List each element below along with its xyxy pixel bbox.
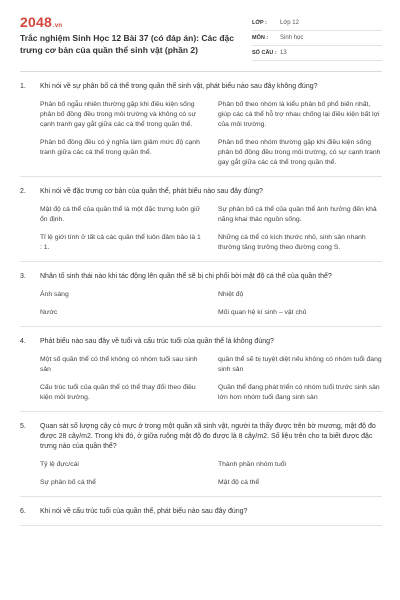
meta-value: 13 xyxy=(280,50,287,56)
question-header xyxy=(20,187,382,197)
question-header xyxy=(20,82,382,92)
question-header xyxy=(20,507,382,517)
logo-main: 2048 xyxy=(20,14,52,30)
answer-option[interactable]: Một số quần thể có thể không có nhóm tuổi sau sinh sản xyxy=(40,356,198,373)
question-item xyxy=(20,177,382,262)
question-number: 6. xyxy=(20,508,26,515)
question-number: 2. xyxy=(20,188,26,195)
header-left xyxy=(20,14,252,61)
question-item xyxy=(20,327,382,412)
answer-option[interactable]: Quần thể đang phát triển có nhóm tuổi trước sinh sản lớn hơn nhóm tuổi đang sinh sản xyxy=(218,384,380,401)
answer-option[interactable]: Phân bố theo nhóm là kiểu phân bố phổ biến nhất, giúp các cá thể hỗ trợ nhau chống lại điều kiện bất lợi của môi trường. xyxy=(218,101,380,128)
meta-row-subject xyxy=(252,31,382,46)
document-title: Trắc nghiệm Sinh Học 12 Bài 37 (có đáp án): Các đặc trưng cơ bản của quần thể sinh vật (phần 2) xyxy=(20,33,234,55)
answer-option[interactable]: Ánh sáng xyxy=(40,291,69,298)
meta-row-class xyxy=(252,16,382,31)
answer-option[interactable]: Mối quan hệ kí sinh – vật chủ xyxy=(218,309,307,316)
question-text: Khi nói về sự phân bố cá thể trong quần thể sinh vật, phát biểu nào sau đây không đúng? xyxy=(40,83,318,90)
answer-option[interactable]: Cấu trúc tuổi của quần thể có thể thay đổi theo điều kiện môi trường. xyxy=(40,384,196,401)
answer-grid xyxy=(40,205,382,253)
answer-option[interactable]: Nhiệt độ xyxy=(218,291,244,298)
answer-option[interactable]: Phân bố đồng đều có ý nghĩa làm giảm mức độ cạnh tranh giữa các cá thể trong quần thể. xyxy=(40,139,200,156)
question-item xyxy=(20,262,382,327)
meta-row-count xyxy=(252,46,382,61)
question-text: Khi nói về cấu trúc tuổi của quần thể, phát biểu nào sau đây đúng? xyxy=(40,508,248,515)
question-header xyxy=(20,422,382,452)
answer-grid xyxy=(40,290,382,318)
answer-option[interactable]: Sự phân bố cá thể của quần thể ảnh hưởng đến khả năng khai thác nguồn sống. xyxy=(218,206,377,223)
question-text: Phát biểu nào sau đây về tuổi và cấu trúc tuổi của quần thể là không đúng? xyxy=(40,338,274,345)
answer-option[interactable]: Phân bố ngẫu nhiên thường gặp khi điều kiện sống phân bố đồng đều trong môi trường và không có sự cạnh tranh gay gắt giữa các cá thể trong quần thể. xyxy=(40,101,197,128)
site-logo[interactable] xyxy=(20,14,252,30)
document-header xyxy=(20,14,382,61)
answer-option[interactable]: Sự phân bố cá thể xyxy=(40,479,96,486)
logo-suffix: .vn xyxy=(52,23,63,29)
question-text: Nhân tố sinh thái nào khi tác động lên quần thể sẽ bị chi phối bởi mật độ cá thể của quần thể? xyxy=(40,273,332,280)
question-list xyxy=(20,72,382,526)
answer-option[interactable]: Tỷ lệ đực/cái xyxy=(40,461,79,468)
question-item xyxy=(20,412,382,497)
question-header xyxy=(20,272,382,282)
answer-grid xyxy=(40,460,382,488)
answer-option[interactable]: Nước xyxy=(40,309,58,316)
question-number: 3. xyxy=(20,273,26,280)
answer-option[interactable]: Phân bố theo nhóm thường gặp khi điều kiện sống phân bố đồng đều trong môi trường, có sự cạnh tranh gay gắt giữa các cá thể trong quần thể. xyxy=(218,139,381,166)
question-number: 5. xyxy=(20,423,26,430)
answer-grid xyxy=(40,100,382,168)
meta-key: SỐ CÂU : xyxy=(252,50,277,56)
question-item xyxy=(20,497,382,526)
answer-option[interactable]: quần thể sẽ bị tuyệt diệt nếu không có nhóm tuổi đang sinh sản xyxy=(218,356,382,373)
meta-table xyxy=(252,16,382,61)
meta-key: MÔN : xyxy=(252,35,269,41)
meta-value: Sinh học xyxy=(280,35,304,41)
answer-grid xyxy=(40,355,382,403)
meta-value: Lớp 12 xyxy=(280,20,299,26)
question-number: 1. xyxy=(20,83,26,90)
question-header xyxy=(20,337,382,347)
answer-option[interactable]: Mật độ cá thể xyxy=(218,479,260,486)
question-text: Quan sát số lượng cây cỏ mực ở trong một quần xã sinh vật, người ta thấy được trên bờ mương, mật độ đo được 28 cây/m2. Trong khi đó, ở giữa ruộng mật độ đo được là 8 cây/m2. Số liệu trên cho ta biết được đặc trưng nào của quần thể? xyxy=(40,423,376,450)
question-number: 4. xyxy=(20,338,26,345)
answer-option[interactable]: Tỉ lệ giới tính ở tất cả các quần thể luôn đảm bảo là 1 : 1. xyxy=(40,234,201,251)
question-item xyxy=(20,72,382,177)
answer-option[interactable]: Thành phần nhóm tuổi xyxy=(218,461,287,468)
answer-option[interactable]: Những cá thể có kích thước nhỏ, sinh sản nhanh thường tăng trưởng theo đường cong S. xyxy=(218,234,366,251)
question-text: Khi nói về đặc trưng cơ bản của quần thể, phát biểu nào sau đây đúng? xyxy=(40,188,263,195)
answer-option[interactable]: Mật độ cá thể của quần thể là một đặc trưng luôn giữ ổn định. xyxy=(40,206,201,223)
meta-key: LỚP : xyxy=(252,20,267,26)
